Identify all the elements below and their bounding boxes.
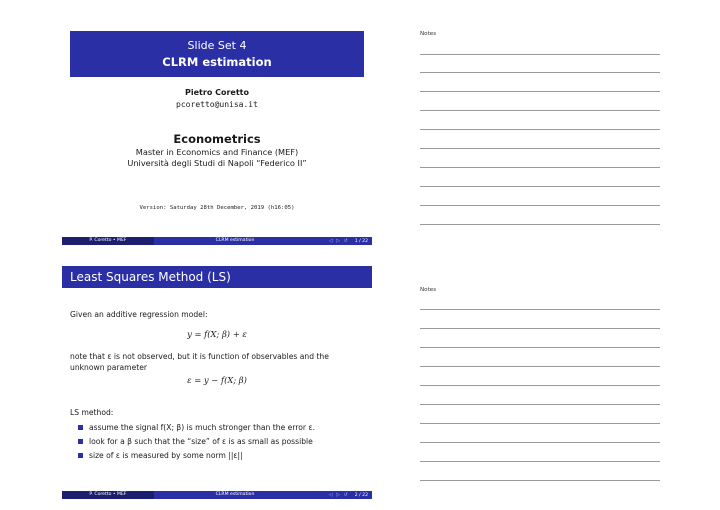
footer-title: CLRM estimation [154,237,316,245]
list-item: size of ε is measured by some norm ||ε|| [78,451,243,460]
page-number: 1 / 22 [354,238,368,244]
footer-author: P. Coretto • MEF [62,491,154,499]
notes-rule [420,224,660,225]
notes-label: Notes [420,31,437,37]
slide-footer [62,237,372,245]
notes-rule [420,480,660,481]
title-banner [70,31,364,77]
page-number: 2 / 22 [354,492,368,498]
notes-rule [420,72,660,73]
error-formula: ε = y − f(X; β) [187,375,247,385]
model-formula: y = f(X; β) + ε [187,329,247,339]
slide-set-label: Slide Set 4 [187,39,247,52]
notes-rule [420,205,660,206]
notes-rule [420,110,660,111]
notes-rule [420,91,660,92]
notes-rule [420,54,660,55]
notes-rule [420,385,660,386]
title-slide [62,24,372,246]
institution-program: Master in Economics and Finance (MEF) [135,147,299,157]
navigation-icon[interactable]: ◁ ▷ ↺ [328,492,349,498]
bullet-square-icon [78,453,83,458]
content-slide [62,262,372,500]
note-text-line1: note that ε is not observed, but it is function of observables and the [70,352,329,361]
course-title: Econometrics [173,132,261,146]
footer-nav [316,491,372,499]
version-text: Version: Saturday 28th December, 2019 (h16:05) [139,205,295,211]
institution-university: Università degli Studi di Napoli “Federico II” [127,158,307,168]
notes-label: Notes [420,287,437,293]
notes-rule [420,404,660,405]
footer-nav [316,237,372,245]
bullet-square-icon [78,439,83,444]
navigation-icon[interactable]: ◁ ▷ ↺ [328,238,349,244]
notes-rule [420,129,660,130]
notes-rule [420,167,660,168]
bullet-square-icon [78,425,83,430]
notes-rule [420,347,660,348]
slide-footer [62,491,372,499]
intro-text: Given an additive regression model: [70,310,208,319]
footer-title: CLRM estimation [154,491,316,499]
notes-rule [420,186,660,187]
list-item: look for a β such that the “size” of ε is as small as possible [78,437,313,446]
author-email: pcoretto@unisa.it [176,100,258,109]
notes-rule [420,442,660,443]
note-text-line2: unknown parameter [70,363,148,372]
footer-author: P. Coretto • MEF [62,237,154,245]
frame-title: Least Squares Method (LS) [62,266,372,288]
notes-rule [420,328,660,329]
method-label: LS method: [70,408,114,417]
list-item: assume the signal f(X; β) is much stronger than the error ε. [78,423,315,432]
notes-rule [420,148,660,149]
notes-rule [420,461,660,462]
notes-rule [420,423,660,424]
notes-rule [420,309,660,310]
presentation-title: CLRM estimation [162,55,272,69]
author-name: Pietro Coretto [185,88,249,97]
notes-rule [420,366,660,367]
